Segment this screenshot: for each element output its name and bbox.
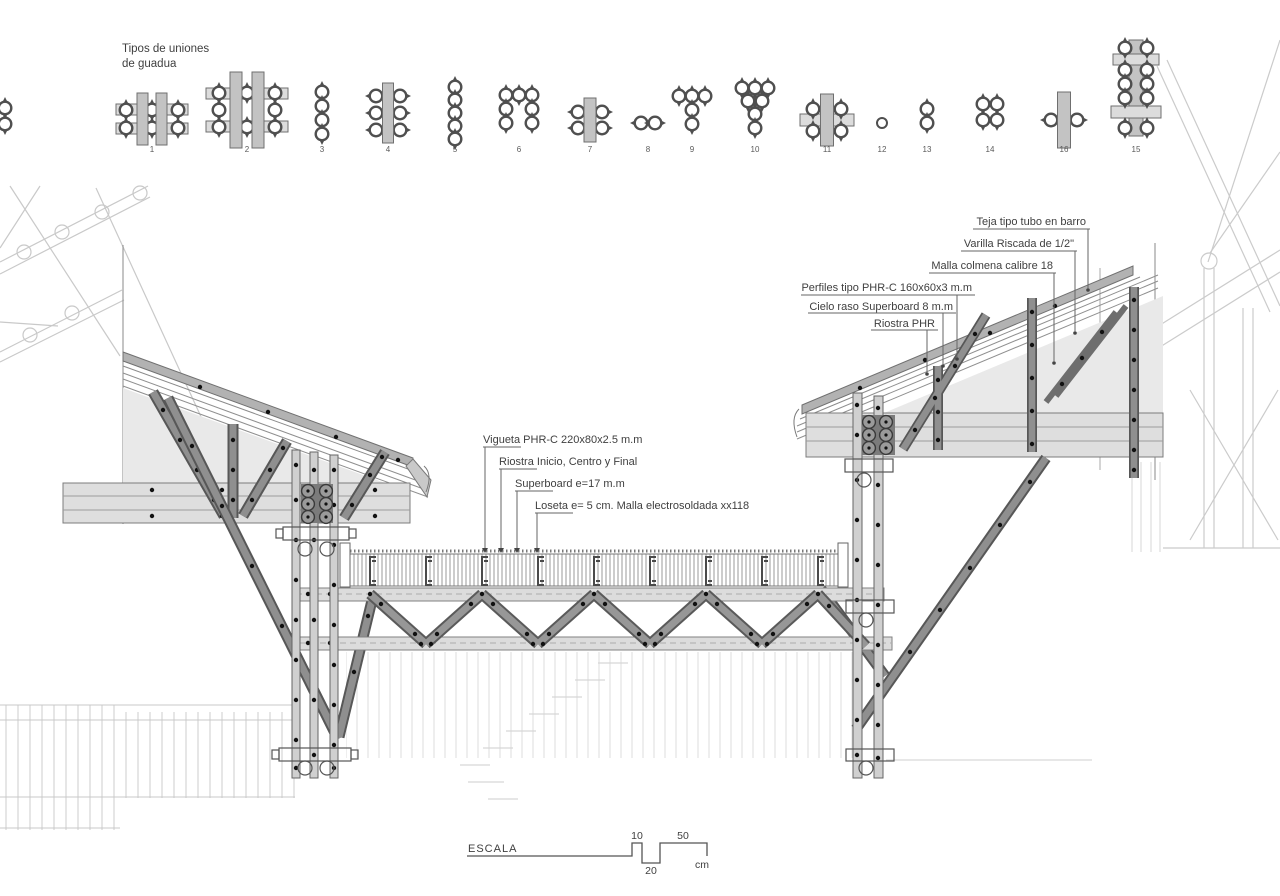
scale-tick-10: 10 — [631, 830, 643, 842]
joint-symbol-13 — [921, 98, 934, 134]
scale-unit: cm — [695, 859, 709, 871]
bridge-truss — [296, 543, 892, 650]
callout-perfiles: Perfiles tipo PHR-C 160x60x3 m.m — [801, 282, 972, 294]
scale-label: ESCALA — [468, 843, 518, 855]
joint-symbol-15 — [1111, 37, 1161, 139]
joint-number-8: 8 — [645, 145, 651, 154]
joint-symbol-edge — [0, 97, 11, 135]
joint-number-15: 15 — [1131, 145, 1141, 154]
legend-title-line1: Tipos de uniones — [122, 43, 210, 55]
joint-symbol-6 — [500, 84, 539, 134]
background-fence-left — [0, 705, 295, 830]
callout-riostra-phr: Riostra PHR — [873, 318, 935, 330]
joint-number-16: 16 — [1059, 145, 1069, 154]
joint-number-11: 11 — [822, 145, 832, 154]
background-structure-left — [0, 186, 208, 432]
joint-number-13: 13 — [922, 145, 932, 154]
joint-symbol-1 — [116, 93, 188, 145]
joint-number-14: 14 — [985, 145, 995, 154]
joint-number-7: 7 — [587, 145, 593, 154]
callout-vigueta: Vigueta PHR-C 220x80x2.5 m.m — [483, 434, 643, 446]
center-callouts — [482, 434, 749, 553]
scale-tick-50: 50 — [677, 830, 689, 842]
joint-symbol-3 — [316, 81, 329, 145]
callout-cielo-raso: Cielo raso Superboard 8 m.m — [809, 301, 953, 313]
joint-number-6: 6 — [516, 145, 522, 154]
joint-number-3: 3 — [319, 145, 325, 154]
joint-number-12: 12 — [877, 145, 887, 154]
callout-varilla: Varilla Riscada de 1/2" — [963, 238, 1074, 250]
callout-teja: Teja tipo tubo en barro — [976, 216, 1086, 228]
callout-riostra-icf: Riostra Inicio, Centro y Final — [499, 456, 638, 468]
joint-symbol-10 — [736, 77, 775, 139]
background-wall-center — [346, 652, 1092, 760]
joint-symbol-5 — [449, 76, 462, 150]
joint-symbol-9 — [673, 85, 712, 135]
scale-tick-20: 20 — [645, 865, 657, 877]
joint-symbol-7 — [567, 98, 613, 142]
joint-number-1: 1 — [149, 145, 155, 154]
joint-number-4: 4 — [385, 145, 391, 154]
joint-symbol-12 — [877, 118, 887, 128]
joint-number-9: 9 — [689, 145, 695, 154]
legend-title-line2: de guadua — [122, 58, 177, 70]
joint-symbol-2 — [206, 72, 288, 148]
joint-symbol-16 — [1040, 92, 1088, 148]
joint-symbol-8 — [630, 117, 666, 130]
joint-number-5: 5 — [452, 145, 458, 154]
joint-number-10: 10 — [750, 145, 760, 154]
callout-superboard: Superboard e=17 m.m — [515, 478, 625, 490]
bridge-deck — [340, 543, 848, 587]
callout-malla: Malla colmena calibre 18 — [931, 260, 1053, 272]
scale-bar — [467, 830, 709, 877]
joint-number-2: 2 — [244, 145, 250, 154]
joint-symbol-14 — [977, 93, 1004, 131]
callout-loseta: Loseta e= 5 cm. Malla electrosoldada xx118 — [535, 500, 750, 512]
joint-symbol-4 — [365, 83, 411, 143]
right-roof-truss — [794, 266, 1163, 478]
joint-symbol-11 — [800, 94, 854, 146]
right-columns — [845, 393, 895, 778]
joint-numbers — [150, 145, 1141, 154]
left-roof-truss — [63, 352, 431, 523]
joint-legend — [0, 37, 1161, 154]
